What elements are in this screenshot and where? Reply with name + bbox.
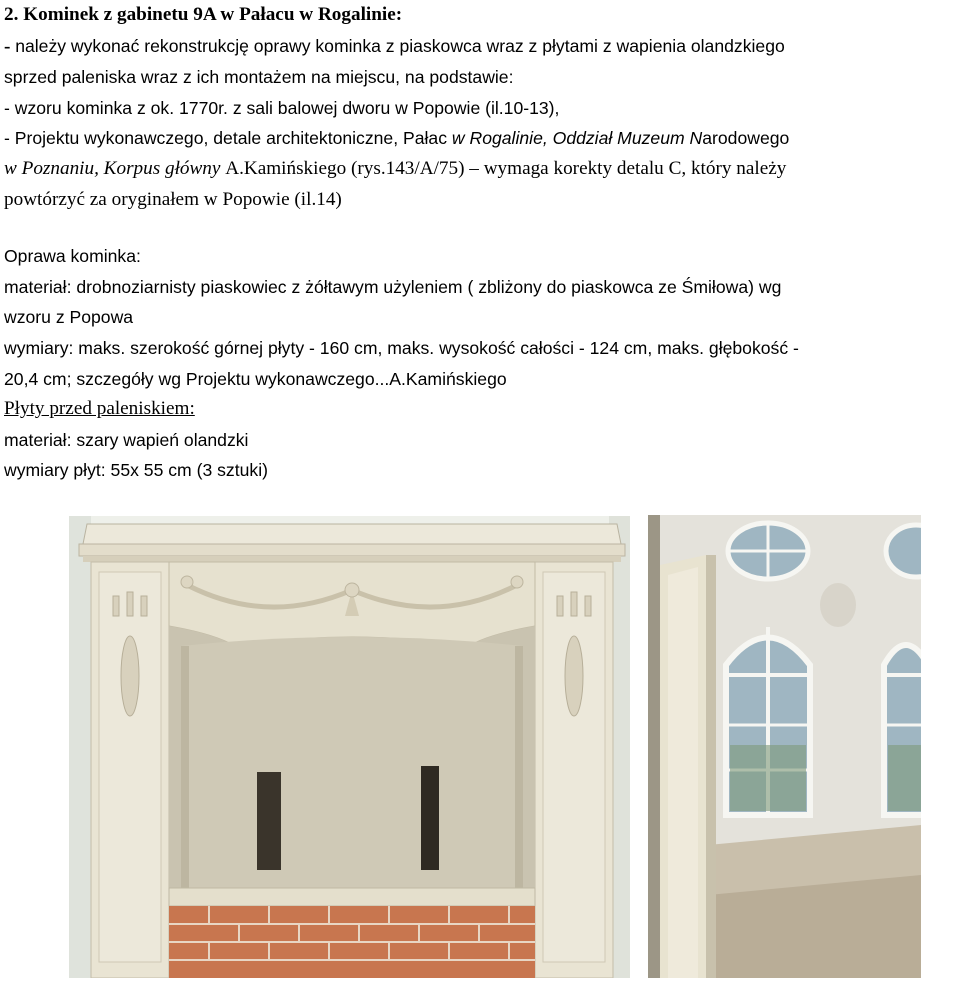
section-heading: 2. Kominek z gabinetu 9A w Pałacu w Rogalinie:: [4, 4, 403, 25]
spacer: [4, 215, 956, 241]
basis-item-2-line-1: [4, 123, 956, 154]
frame-heading: Oprawa kominka:: [4, 246, 141, 267]
document-text: [4, 0, 956, 486]
dims-part-b: Projektu wykonawczego: [185, 368, 375, 389]
intro-line-2: sprzed paleniska wraz z ich montażem na miejscu, na podstawie:: [4, 67, 514, 88]
basis2-part-d: w Poznaniu, Korpus główny: [4, 157, 226, 179]
basis2-part-a: - Projektu wykonawczego, detale architektoniczne, Pałac: [4, 128, 452, 149]
basis-item-2-line-2: [4, 154, 956, 185]
dims-part-c: ...A.Kamińskiego: [374, 368, 507, 389]
frame-material-line-2: wzoru z Popowa: [4, 307, 134, 328]
basis-item-1: - wzoru kominka z ok. 1770r. z sali balowej dworu w Popowie (il.10-13),: [4, 97, 560, 118]
dims-part-a: 20,4 cm; szczegóły wg: [4, 368, 186, 389]
fireplace-photo: [69, 516, 630, 978]
slabs-material: materiał: szary wapień olandzki: [4, 429, 249, 450]
intro-text-1: należy wykonać rekonstrukcję oprawy kominka z piaskowca wraz z płytami z wapienia olandzkiego: [15, 35, 785, 56]
frame-dimensions-line-2: [4, 364, 956, 395]
frame-dimensions-line-1: wymiary: maks. szerokość górnej płyty - 160 cm, maks. wysokość całości - 124 cm, maks. głębokość -: [4, 337, 799, 358]
intro-line-1: [4, 31, 956, 63]
intro-dash: -: [4, 35, 11, 57]
frame-material-line-1: materiał: drobnoziarnisty piaskowiec z żółtawym użyleniem ( zbliżony do piaskowca ze Śmiłowa) wg: [4, 276, 782, 297]
basis2-part-b: w Rogalinie, Oddział Muzeum N: [451, 128, 703, 149]
basis2-part-e: A.Kamińskiego (rys.143/A/75) – wymaga korekty detalu C, który należy: [225, 157, 787, 179]
basis2-part-c: arodowego: [702, 128, 790, 149]
ballroom-photo: [648, 515, 921, 978]
basis-item-2-line-3: powtórzyć za oryginałem w Popowie (il.14): [4, 188, 342, 210]
slabs-dimensions: wymiary płyt: 55x 55 cm (3 sztuki): [4, 460, 268, 481]
slabs-heading: Płyty przed paleniskiem:: [4, 398, 195, 420]
